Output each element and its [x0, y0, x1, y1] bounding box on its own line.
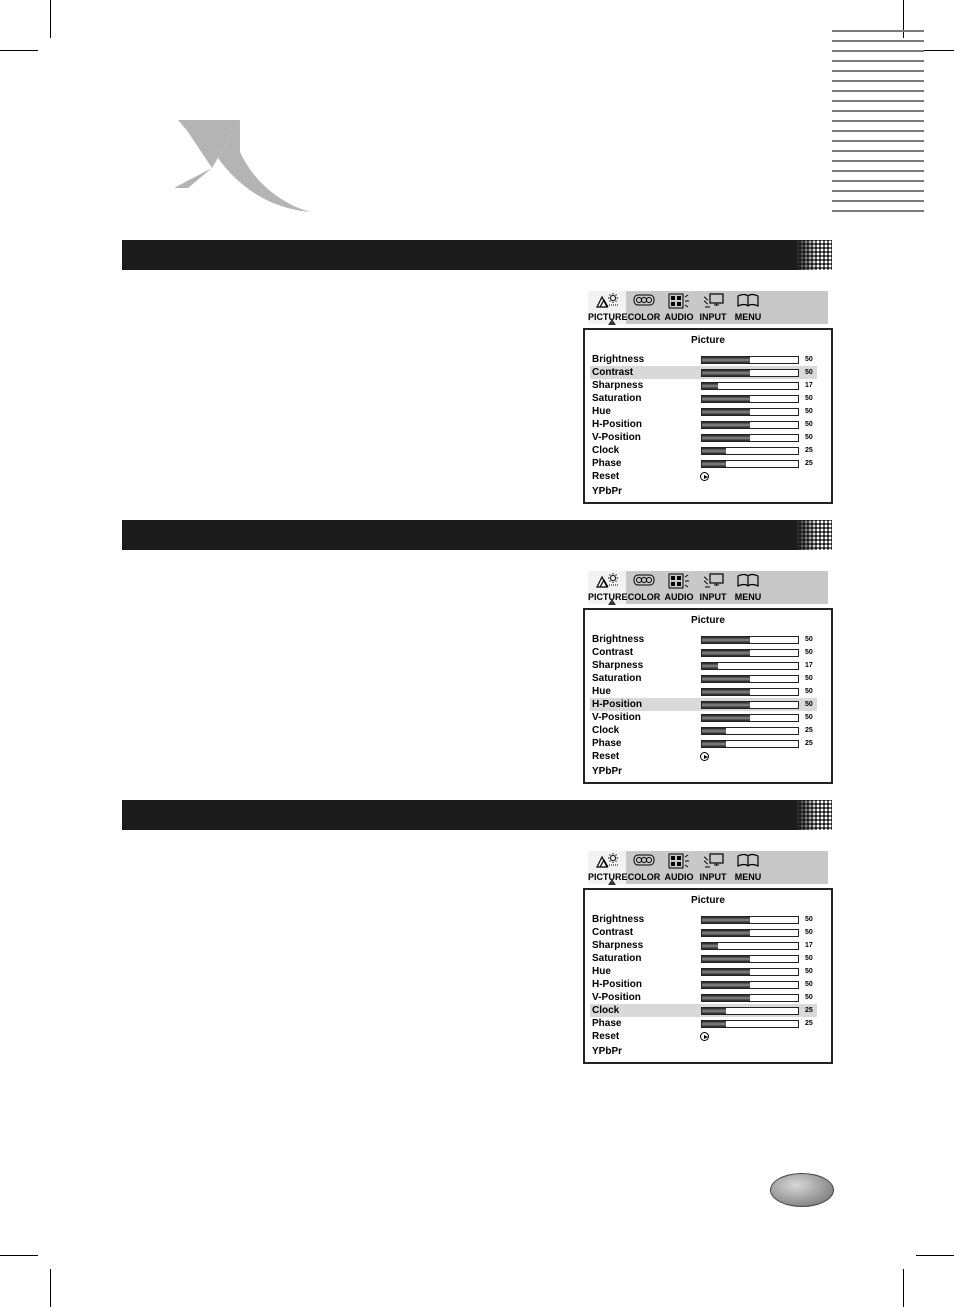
crop-mark — [0, 50, 38, 51]
value-slider[interactable] — [701, 955, 799, 963]
slider-fill — [702, 930, 750, 936]
tab-color[interactable] — [627, 571, 661, 604]
tab-label: PICTURE — [588, 592, 628, 602]
value-slider[interactable] — [701, 714, 799, 722]
tab-color[interactable] — [627, 291, 661, 324]
menu-item-label: Clock — [592, 1005, 620, 1016]
slider-fill — [702, 1008, 726, 1014]
menu-item-sharpness[interactable] — [590, 379, 817, 392]
slider-fill — [702, 396, 750, 402]
menu-item-label: Contrast — [592, 927, 634, 938]
slider-fill — [702, 689, 750, 695]
picture-settings-panel — [583, 328, 833, 504]
slider-fill — [702, 383, 718, 389]
slider-value: 50 — [805, 701, 813, 708]
panel-title: Picture — [691, 615, 725, 626]
slider-fill — [702, 917, 750, 923]
tab-label: COLOR — [627, 312, 661, 322]
menu-item-label: H-Position — [592, 419, 642, 430]
picture-icon — [595, 573, 619, 591]
slider-fill — [702, 637, 750, 643]
tab-label: PICTURE — [588, 312, 628, 322]
menu-item-label: Brightness — [592, 634, 645, 645]
slider-fill — [702, 702, 750, 708]
tab-label: INPUT — [699, 312, 727, 322]
crop-mark — [916, 1255, 954, 1256]
tab-label: MENU — [734, 312, 762, 322]
active-tab-caret-icon — [608, 879, 616, 885]
menu-item-saturation[interactable] — [590, 952, 817, 965]
slider-value: 25 — [805, 460, 813, 467]
book-icon — [737, 573, 759, 589]
menu-item-label: Phase — [592, 1018, 622, 1029]
slider-fill — [702, 650, 750, 656]
osd-tab-bar — [588, 291, 828, 324]
slider-value: 50 — [805, 369, 813, 376]
crop-mark — [0, 1255, 38, 1256]
panel-title: Picture — [691, 335, 725, 346]
menu-item-hue[interactable] — [590, 965, 817, 978]
slider-value: 50 — [805, 356, 813, 363]
slider-fill — [702, 956, 750, 962]
value-slider[interactable] — [701, 395, 799, 403]
slider-value: 50 — [805, 714, 813, 721]
menu-item-label: Clock — [592, 725, 620, 736]
slider-fill — [702, 461, 726, 467]
tab-input[interactable] — [697, 291, 729, 324]
value-slider[interactable] — [701, 675, 799, 683]
slider-value: 50 — [805, 421, 813, 428]
active-tab-caret-icon — [608, 599, 616, 605]
value-slider[interactable] — [701, 408, 799, 416]
section-header-bar — [122, 240, 832, 270]
menu-item-label: Reset — [592, 471, 620, 482]
page-number-badge — [770, 1173, 834, 1207]
book-icon — [737, 853, 759, 869]
side-stripes — [832, 30, 924, 216]
menu-item-hue[interactable] — [590, 685, 817, 698]
tab-menu[interactable] — [730, 851, 766, 884]
menu-item-ypbpr[interactable] — [590, 1045, 817, 1058]
tab-picture[interactable] — [588, 851, 626, 884]
slider-value: 50 — [805, 395, 813, 402]
x-logo — [168, 116, 318, 216]
value-slider[interactable] — [701, 981, 799, 989]
slider-value: 50 — [805, 675, 813, 682]
tab-label: INPUT — [699, 872, 727, 882]
enter-arrow-icon[interactable] — [700, 1032, 709, 1041]
menu-item-v-position[interactable] — [590, 431, 817, 444]
menu-item-label: Reset — [592, 751, 620, 762]
slider-fill — [702, 409, 750, 415]
input-icon — [702, 293, 724, 311]
menu-item-brightness[interactable] — [590, 633, 817, 646]
slider-value: 17 — [805, 382, 813, 389]
value-slider[interactable] — [701, 421, 799, 429]
menu-item-ypbpr[interactable] — [590, 485, 817, 498]
slider-value: 50 — [805, 929, 813, 936]
value-slider[interactable] — [701, 662, 799, 670]
enter-arrow-icon[interactable] — [700, 752, 709, 761]
menu-item-label: Sharpness — [592, 660, 644, 671]
slider-value: 50 — [805, 994, 813, 1001]
menu-item-clock[interactable] — [590, 724, 817, 737]
crop-mark — [50, 1269, 51, 1307]
menu-item-contrast[interactable] — [590, 366, 817, 379]
picture-icon — [595, 293, 619, 311]
slider-fill — [702, 715, 750, 721]
menu-item-v-position[interactable] — [590, 991, 817, 1004]
audio-icon — [668, 573, 690, 591]
value-slider[interactable] — [701, 968, 799, 976]
slider-value: 50 — [805, 688, 813, 695]
slider-fill — [702, 663, 718, 669]
tab-label: AUDIO — [664, 872, 694, 882]
slider-value: 50 — [805, 981, 813, 988]
menu-item-label: YPbPr — [592, 486, 623, 497]
tab-input[interactable] — [697, 571, 729, 604]
tab-picture[interactable] — [588, 571, 626, 604]
menu-item-saturation[interactable] — [590, 392, 817, 405]
tab-color[interactable] — [627, 851, 661, 884]
menu-item-v-position[interactable] — [590, 711, 817, 724]
slider-value: 25 — [805, 1007, 813, 1014]
menu-item-label: Saturation — [592, 393, 642, 404]
menu-item-contrast[interactable] — [590, 646, 817, 659]
menu-item-label: Phase — [592, 458, 622, 469]
slider-fill — [702, 969, 750, 975]
value-slider[interactable] — [701, 740, 799, 748]
menu-item-clock[interactable] — [590, 444, 817, 457]
slider-value: 50 — [805, 916, 813, 923]
slider-fill — [702, 370, 750, 376]
menu-item-label: V-Position — [592, 712, 641, 723]
crop-mark — [903, 1269, 904, 1307]
menu-item-sharpness[interactable] — [590, 939, 817, 952]
tab-audio[interactable] — [662, 291, 696, 324]
value-slider[interactable] — [701, 727, 799, 735]
tab-menu[interactable] — [730, 291, 766, 324]
slider-value: 50 — [805, 955, 813, 962]
menu-item-label: YPbPr — [592, 766, 623, 777]
slider-fill — [702, 1021, 726, 1027]
slider-value: 25 — [805, 740, 813, 747]
menu-item-label: H-Position — [592, 979, 642, 990]
menu-item-label: Hue — [592, 966, 611, 977]
menu-item-ypbpr[interactable] — [590, 765, 817, 778]
menu-item-label: V-Position — [592, 432, 641, 443]
audio-icon — [668, 293, 690, 311]
menu-item-label: Reset — [592, 1031, 620, 1042]
menu-item-label: Saturation — [592, 673, 642, 684]
slider-fill — [702, 357, 750, 363]
tab-label: AUDIO — [664, 312, 694, 322]
menu-item-label: Sharpness — [592, 940, 644, 951]
tab-label: AUDIO — [664, 592, 694, 602]
picture-settings-panel — [583, 888, 833, 1064]
slider-fill — [702, 741, 726, 747]
input-icon — [702, 853, 724, 871]
value-slider[interactable] — [701, 1007, 799, 1015]
slider-value: 25 — [805, 727, 813, 734]
value-slider[interactable] — [701, 356, 799, 364]
menu-item-contrast[interactable] — [590, 926, 817, 939]
tab-label: COLOR — [627, 592, 661, 602]
slider-value: 50 — [805, 968, 813, 975]
book-icon — [737, 293, 759, 309]
slider-fill — [702, 676, 750, 682]
menu-item-phase[interactable] — [590, 1017, 817, 1030]
slider-fill — [702, 982, 750, 988]
menu-item-label: Contrast — [592, 647, 634, 658]
tab-label: INPUT — [699, 592, 727, 602]
menu-item-label: H-Position — [592, 699, 642, 710]
value-slider[interactable] — [701, 701, 799, 709]
menu-item-label: Sharpness — [592, 380, 644, 391]
slider-value: 50 — [805, 636, 813, 643]
slider-value: 25 — [805, 447, 813, 454]
slider-value: 50 — [805, 408, 813, 415]
value-slider[interactable] — [701, 942, 799, 950]
tab-menu[interactable] — [730, 571, 766, 604]
panel-title: Picture — [691, 895, 725, 906]
slider-fill — [702, 448, 726, 454]
menu-item-label: Saturation — [592, 953, 642, 964]
osd-tab-bar — [588, 851, 828, 884]
slider-fill — [702, 943, 718, 949]
menu-item-reset[interactable] — [590, 470, 817, 483]
value-slider[interactable] — [701, 369, 799, 377]
tab-input[interactable] — [697, 851, 729, 884]
osd-tab-bar — [588, 571, 828, 604]
active-tab-caret-icon — [608, 319, 616, 325]
color-icon — [633, 293, 655, 309]
slider-value: 50 — [805, 649, 813, 656]
tab-audio[interactable] — [662, 571, 696, 604]
value-slider[interactable] — [701, 460, 799, 468]
tab-audio[interactable] — [662, 851, 696, 884]
slider-value: 17 — [805, 942, 813, 949]
slider-fill — [702, 435, 750, 441]
menu-item-saturation[interactable] — [590, 672, 817, 685]
value-slider[interactable] — [701, 382, 799, 390]
menu-item-reset[interactable] — [590, 1030, 817, 1043]
color-icon — [633, 853, 655, 869]
menu-item-label: Brightness — [592, 914, 645, 925]
menu-item-label: YPbPr — [592, 1046, 623, 1057]
section-header-bar — [122, 520, 832, 550]
value-slider[interactable] — [701, 1020, 799, 1028]
menu-item-label: Hue — [592, 406, 611, 417]
menu-item-label: V-Position — [592, 992, 641, 1003]
menu-item-label: Brightness — [592, 354, 645, 365]
audio-icon — [668, 853, 690, 871]
crop-mark — [50, 0, 51, 38]
input-icon — [702, 573, 724, 591]
menu-item-label: Phase — [592, 738, 622, 749]
value-slider[interactable] — [701, 994, 799, 1002]
slider-value: 25 — [805, 1020, 813, 1027]
menu-item-reset[interactable] — [590, 750, 817, 763]
value-slider[interactable] — [701, 916, 799, 924]
value-slider[interactable] — [701, 688, 799, 696]
tab-label: PICTURE — [588, 872, 628, 882]
menu-item-brightness[interactable] — [590, 913, 817, 926]
menu-item-phase[interactable] — [590, 737, 817, 750]
tab-label: COLOR — [627, 872, 661, 882]
menu-item-brightness[interactable] — [590, 353, 817, 366]
value-slider[interactable] — [701, 636, 799, 644]
slider-fill — [702, 995, 750, 1001]
menu-item-label: Contrast — [592, 367, 634, 378]
slider-fill — [702, 422, 750, 428]
menu-item-label: Hue — [592, 686, 611, 697]
tab-picture[interactable] — [588, 291, 626, 324]
slider-value: 50 — [805, 434, 813, 441]
tab-label: MENU — [734, 872, 762, 882]
section-header-bar — [122, 800, 832, 830]
menu-item-sharpness[interactable] — [590, 659, 817, 672]
menu-item-h-position[interactable] — [590, 418, 817, 431]
menu-item-label: Clock — [592, 445, 620, 456]
menu-item-clock[interactable] — [590, 1004, 817, 1017]
value-slider[interactable] — [701, 434, 799, 442]
tab-label: MENU — [734, 592, 762, 602]
value-slider[interactable] — [701, 447, 799, 455]
menu-item-h-position[interactable] — [590, 978, 817, 991]
menu-item-hue[interactable] — [590, 405, 817, 418]
picture-settings-panel — [583, 608, 833, 784]
color-icon — [633, 573, 655, 589]
menu-item-h-position[interactable] — [590, 698, 817, 711]
value-slider[interactable] — [701, 649, 799, 657]
menu-item-phase[interactable] — [590, 457, 817, 470]
slider-value: 17 — [805, 662, 813, 669]
value-slider[interactable] — [701, 929, 799, 937]
picture-icon — [595, 853, 619, 871]
slider-fill — [702, 728, 726, 734]
enter-arrow-icon[interactable] — [700, 472, 709, 481]
